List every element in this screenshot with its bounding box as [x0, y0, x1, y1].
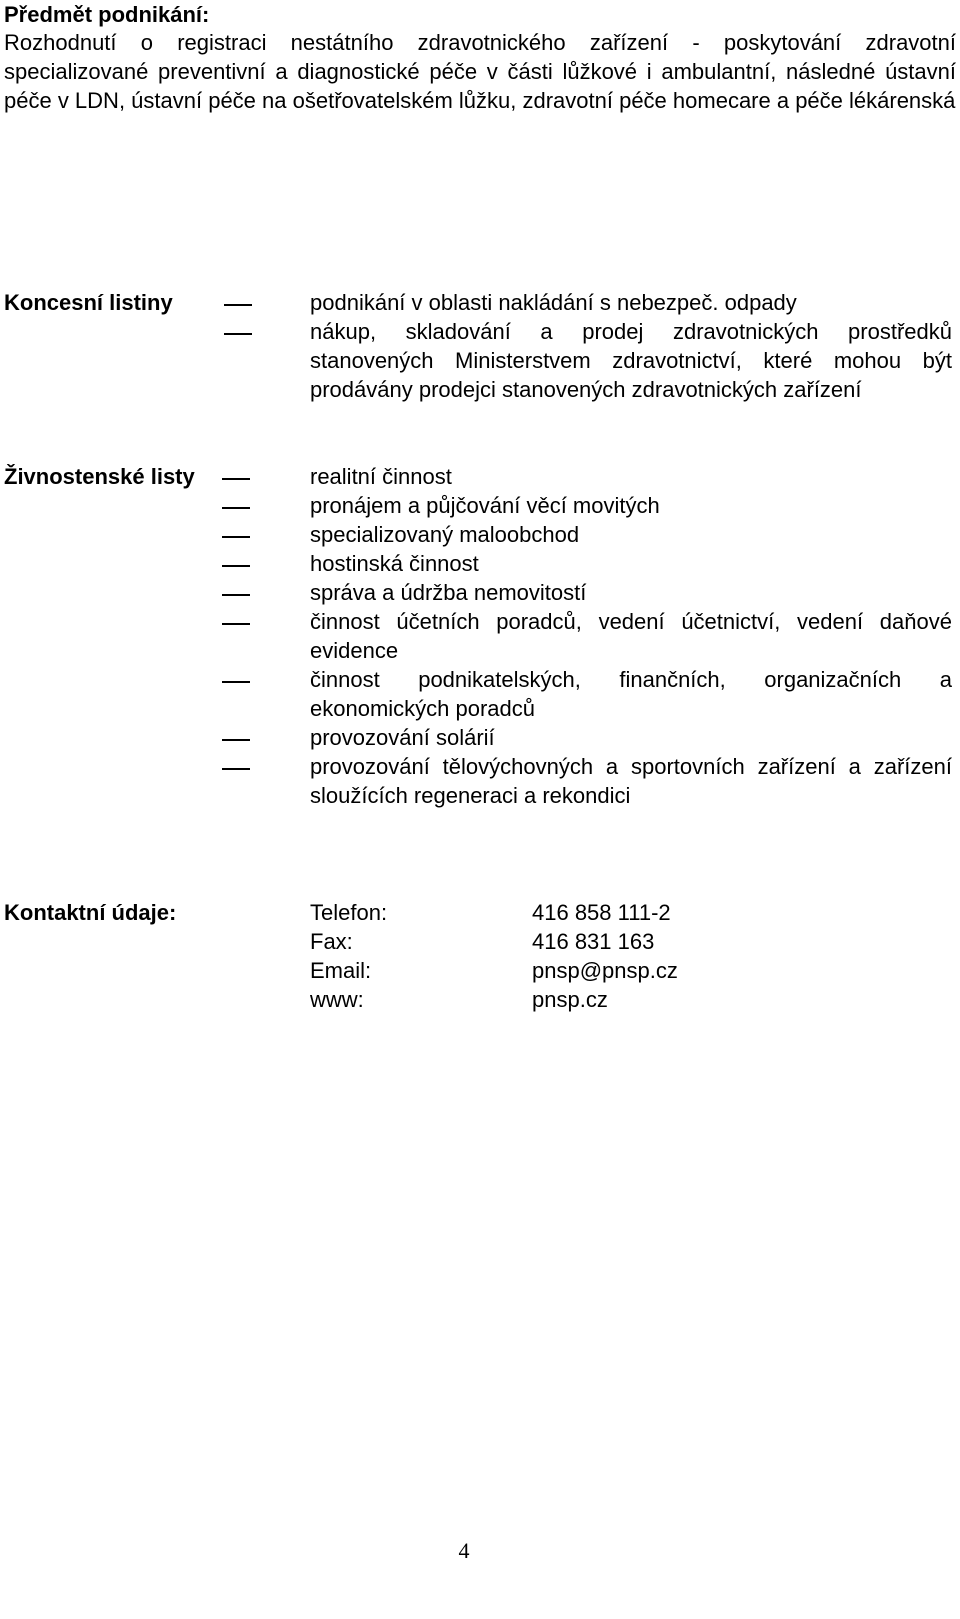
dash-marker	[222, 507, 250, 509]
dash-marker	[224, 333, 252, 335]
list-item-text: realitní činnost	[310, 464, 452, 489]
list-item	[4, 578, 956, 607]
dash-marker	[222, 594, 250, 596]
contact-key: Email:	[310, 958, 372, 983]
concession-label: Koncesní listiny	[4, 290, 173, 315]
list-item-text: specializovaný maloobchod	[310, 522, 580, 547]
list-item-text: provozování tělovýchovných a sportovních zařízení a zařízení sloužících regeneraci a rekondici	[310, 754, 952, 808]
list-item	[4, 723, 956, 752]
list-item	[4, 462, 956, 491]
page-number: 4	[458, 1538, 470, 1563]
contact-key: www:	[310, 987, 364, 1012]
dash-marker	[222, 768, 250, 770]
list-item-text: činnost podnikatelských, finančních, organizačních a ekonomických poradců	[310, 667, 952, 721]
contact-value: pnsp.cz	[532, 987, 608, 1012]
contact-value: 416 831 163	[532, 929, 655, 954]
list-item	[4, 607, 956, 665]
list-item-text: nákup, skladování a prodej zdravotnických prostředků stanovených Ministerstvem zdravotnictví, které mohou být prodávány prodejci stanovených zdravotnických zařízení	[310, 319, 952, 402]
contact-value: pnsp@pnsp.cz	[532, 958, 678, 983]
dash-marker	[222, 739, 250, 741]
dash-marker	[222, 565, 250, 567]
dash-marker	[222, 536, 250, 538]
dash-marker	[224, 304, 252, 306]
list-item	[4, 491, 956, 520]
list-item	[4, 520, 956, 549]
list-item	[4, 288, 956, 317]
contact-key: Telefon:	[310, 900, 388, 925]
concession-list	[4, 288, 956, 404]
trade-list	[4, 462, 956, 810]
list-item-text: správa a údržba nemovitostí	[310, 580, 587, 605]
contact-value: 416 858 111-2	[532, 900, 671, 925]
dash-marker	[222, 623, 250, 625]
list-item	[4, 752, 956, 810]
subject-text: Rozhodnutí o registraci nestátního zdravotnického zařízení - poskytování zdravotní specializované preventivní a diagnostické péče v části lůžkové i ambulantní, následné ústavní péče v LDN, ústavní péče na ošetřovatelském lůžku, zdravotní péče homecare a péče lékárenská	[4, 30, 956, 113]
list-item-text: podnikání v oblasti nakládání s nebezpeč. odpady	[310, 290, 797, 315]
list-item-text: činnost účetních poradců, vedení účetnictví, vedení daňové evidence	[310, 609, 952, 663]
subject-heading: Předmět podnikání:	[4, 2, 210, 27]
dash-marker	[222, 681, 250, 683]
list-item	[4, 665, 956, 723]
list-item	[4, 317, 956, 404]
trade-label: Živnostenské listy	[4, 464, 195, 489]
contact-key: Fax:	[310, 929, 353, 954]
list-item-text: provozování solárií	[310, 725, 495, 750]
list-item-text: pronájem a půjčování věcí movitých	[310, 493, 660, 518]
list-item-text: hostinská činnost	[310, 551, 479, 576]
contact-label: Kontaktní údaje:	[4, 900, 177, 925]
list-item	[4, 549, 956, 578]
dash-marker	[222, 478, 250, 480]
